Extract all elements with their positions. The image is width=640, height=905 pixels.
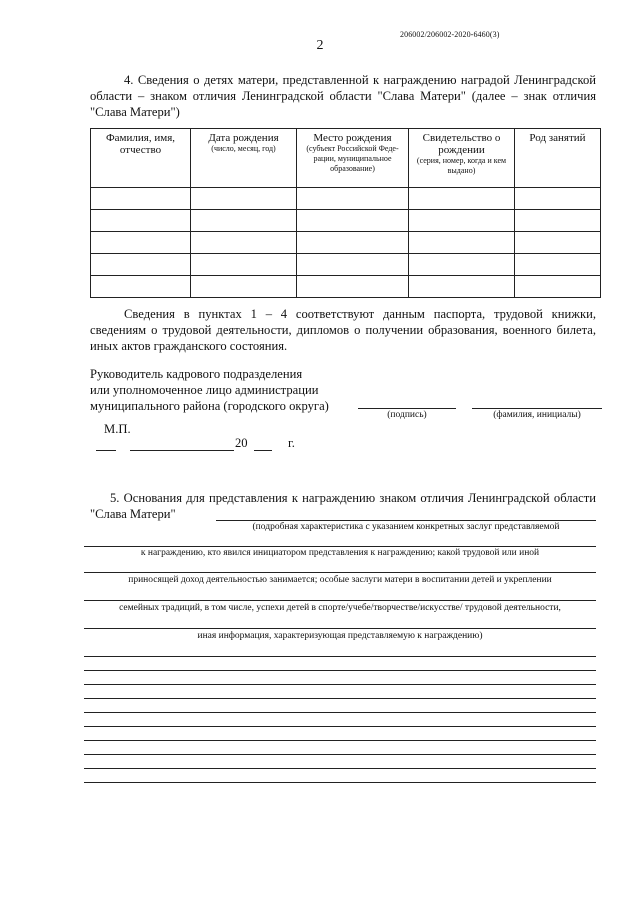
table-cell[interactable] [515, 254, 601, 276]
page-number: 2 [316, 38, 324, 53]
blank-line[interactable] [84, 670, 596, 671]
basis-line[interactable] [84, 546, 596, 547]
table-row [91, 188, 601, 210]
header-birth-place-hint: (субъект Российской Феде-рации, муниципальное образование) [306, 144, 399, 173]
table-header-row [91, 129, 601, 188]
document-number: 206002/206002-2020-6460(3) [400, 30, 500, 39]
signatory-block [90, 366, 329, 414]
year-suffix: г. [288, 436, 295, 450]
basis-line[interactable] [84, 600, 596, 601]
header-birth-certificate-label: Свидетельство о рождении [422, 132, 501, 156]
table-cell[interactable] [191, 210, 297, 232]
table-cell[interactable] [515, 232, 601, 254]
day-line[interactable] [96, 450, 116, 451]
basis-line[interactable] [84, 628, 596, 629]
table-cell[interactable] [91, 210, 191, 232]
table-cell[interactable] [297, 232, 409, 254]
table-cell[interactable] [191, 188, 297, 210]
signatory-line-2: или уполномоченное лицо администрации [90, 383, 319, 397]
header-birth-certificate [409, 129, 515, 188]
month-line[interactable] [130, 450, 234, 451]
basis-caption-4: семейных традиций, в том числе, успехи детей в спорте/учебе/творчестве/искусстве/ трудовой деятельности, [119, 603, 561, 613]
section-4-heading: 4. Сведения о детях матери, представленной к награждению наградой Ленинградской области – знаком отличия Ленинградской области "Слава Матери" (далее – знак отличия "Слава Матери") [90, 73, 596, 119]
blank-line[interactable] [84, 698, 596, 699]
table-cell[interactable] [297, 276, 409, 298]
table-cell[interactable] [515, 188, 601, 210]
blank-line[interactable] [84, 656, 596, 657]
table-cell[interactable] [191, 276, 297, 298]
header-birth-place [297, 129, 409, 188]
signature-caption: (подпись) [387, 410, 427, 420]
blank-line[interactable] [84, 740, 596, 741]
table-cell[interactable] [91, 188, 191, 210]
table-cell[interactable] [409, 210, 515, 232]
basis-line[interactable] [216, 520, 596, 521]
table-cell[interactable] [515, 276, 601, 298]
basis-caption-2: к награждению, кто явился инициатором представления к награждению; какой трудовой или иной [140, 548, 540, 558]
basis-caption-3: приносящей доход деятельностью занимается; особые заслуги матери в воспитании детей и укреплении [128, 575, 552, 585]
blank-line[interactable] [84, 684, 596, 685]
basis-line[interactable] [84, 572, 596, 573]
header-full-name-label: Фамилия, имя, отчество [105, 132, 175, 156]
table-cell[interactable] [91, 276, 191, 298]
table-cell[interactable] [409, 254, 515, 276]
year-line[interactable] [254, 450, 272, 451]
table-cell[interactable] [515, 210, 601, 232]
header-birth-date-hint: (число, месяц, год) [211, 144, 276, 153]
blank-line[interactable] [84, 726, 596, 727]
table-cell[interactable] [91, 254, 191, 276]
signatory-line-3: муниципального района (городского округа) [90, 399, 329, 413]
table-cell[interactable] [91, 232, 191, 254]
table-row [91, 254, 601, 276]
table-row [91, 210, 601, 232]
header-birth-date [191, 129, 297, 188]
table-cell[interactable] [297, 210, 409, 232]
blank-line[interactable] [84, 712, 596, 713]
table-cell[interactable] [297, 188, 409, 210]
header-birth-place-label: Место рождения [313, 132, 392, 144]
name-caption: (фамилия, инициалы) [493, 410, 581, 420]
year-prefix: 20 [235, 436, 248, 450]
table-row [91, 232, 601, 254]
table-cell[interactable] [409, 188, 515, 210]
section-5-heading: 5. Основания для представления к награждению знаком отличия Ленинградской области "Слава Матери" [90, 491, 596, 521]
header-birth-certificate-hint: (серия, номер, когда и кем выдано) [416, 156, 507, 175]
data-conformity-statement: Сведения в пунктах 1 – 4 соответствуют данным паспорта, трудовой книжки, сведениям о трудовой деятельности, дипломов о получении образования, военного билета, иных актов гражданского состояния. [90, 307, 596, 353]
children-table [90, 128, 601, 298]
header-occupation-label: Род занятий [529, 132, 586, 144]
table-cell[interactable] [297, 254, 409, 276]
basis-caption-5: иная информация, характеризующая представляемую к награждению) [197, 631, 483, 641]
header-occupation [515, 129, 601, 188]
name-line[interactable] [472, 408, 602, 409]
table-cell[interactable] [409, 276, 515, 298]
blank-line[interactable] [84, 782, 596, 783]
blank-line[interactable] [84, 754, 596, 755]
header-full-name [91, 129, 191, 188]
stamp-label: М.П. [104, 422, 131, 436]
table-cell[interactable] [191, 254, 297, 276]
table-cell[interactable] [191, 232, 297, 254]
signature-line[interactable] [358, 408, 456, 409]
table-row [91, 276, 601, 298]
table-cell[interactable] [409, 232, 515, 254]
signatory-line-1: Руководитель кадрового подразделения [90, 367, 303, 381]
blank-line[interactable] [84, 768, 596, 769]
basis-caption-1: (подробная характеристика с указанием конкретных заслуг представляемой [252, 522, 560, 532]
header-birth-date-label: Дата рождения [208, 132, 279, 144]
